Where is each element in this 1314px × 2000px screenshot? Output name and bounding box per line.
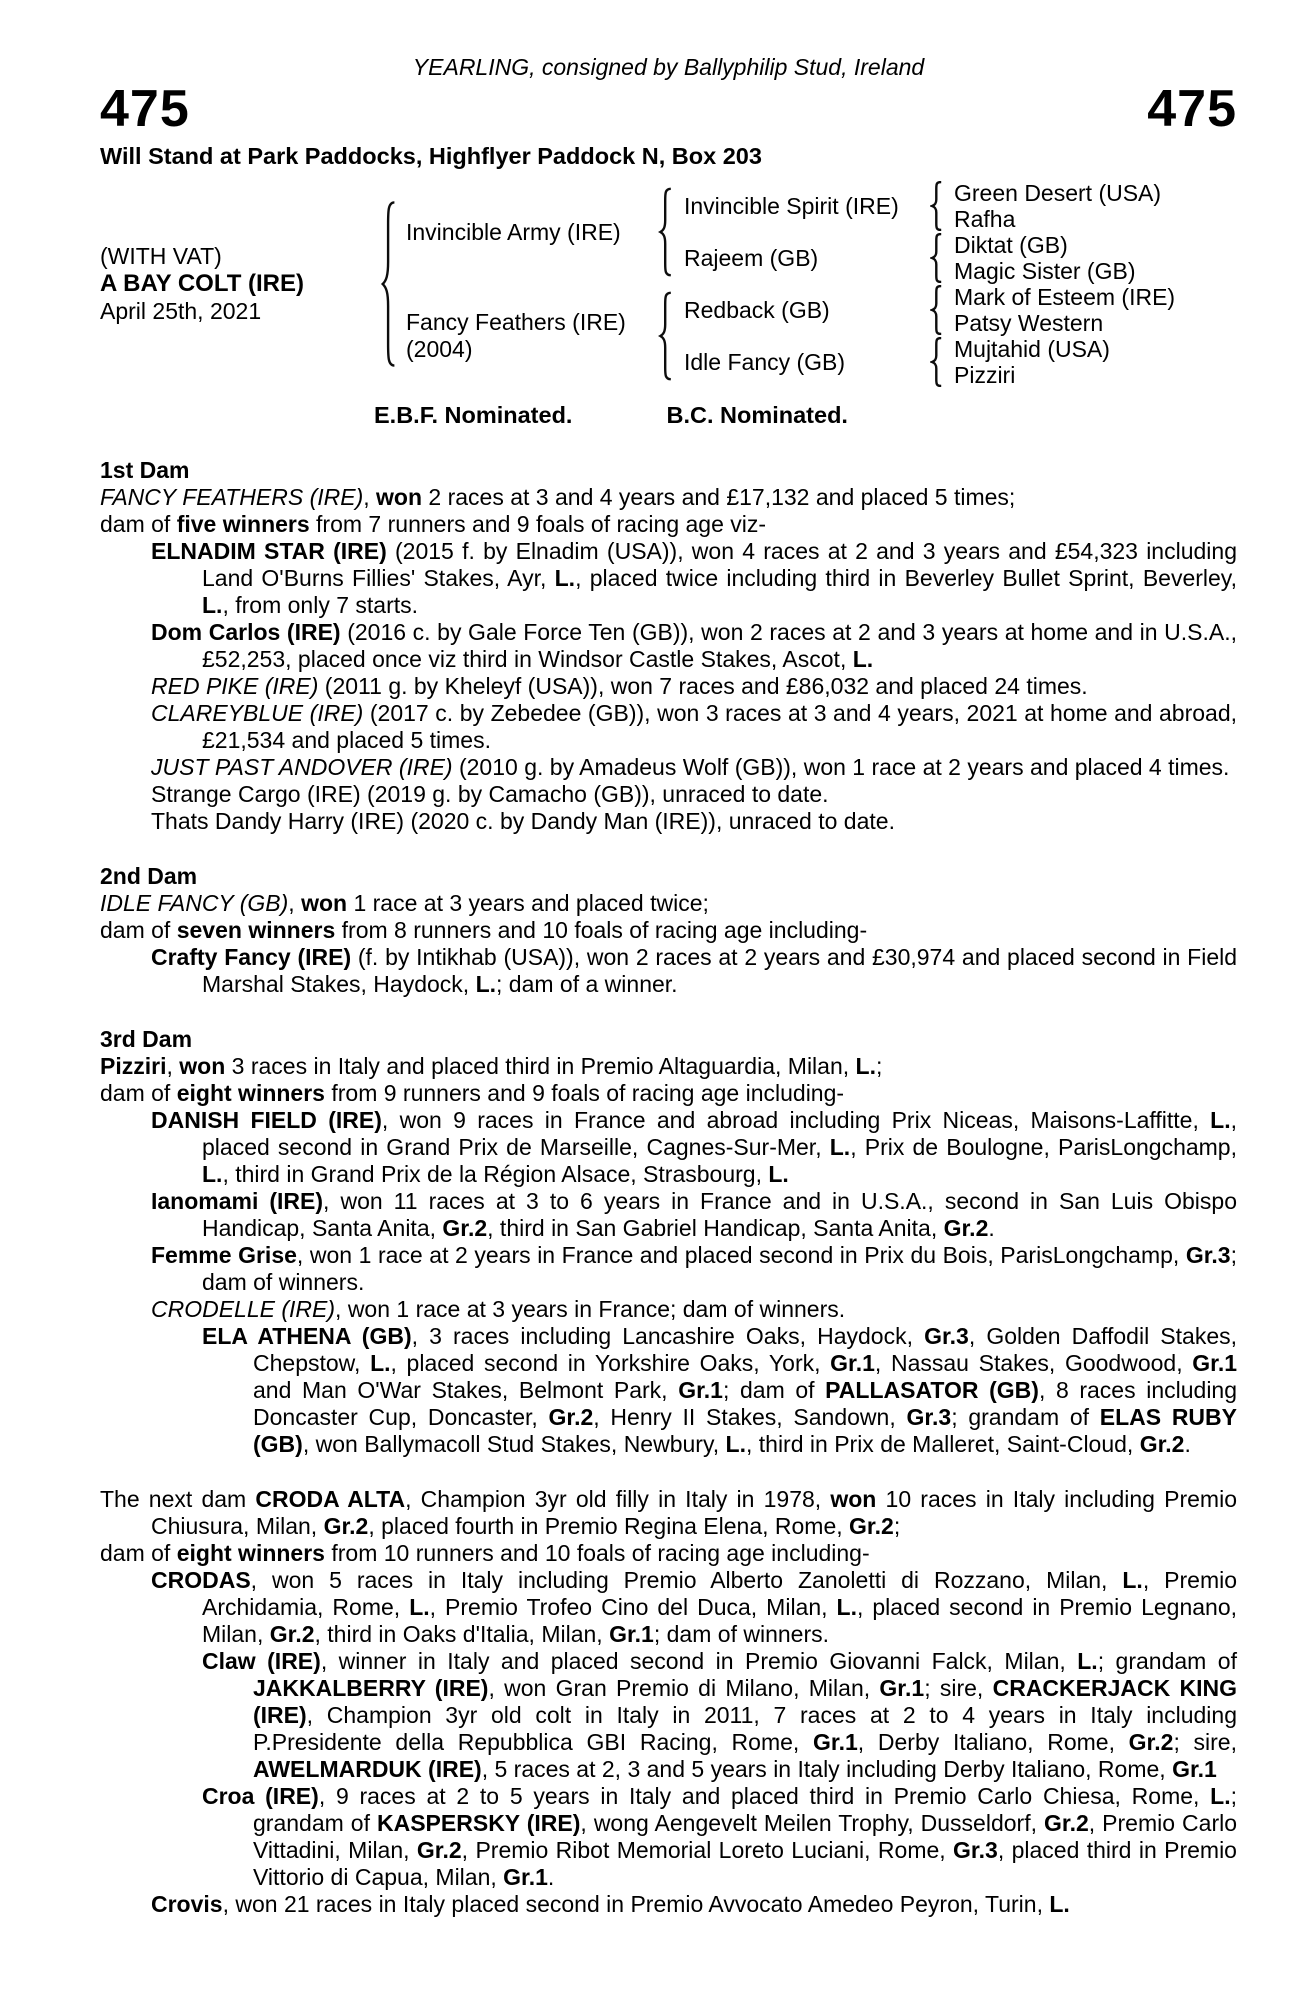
catalogue-paragraph: Ianomami (IRE), won 11 races at 3 to 6 years in France and in U.S.A., second in San Luis Obispo Handicap, Santa Anita, Gr.2, third in San Gabriel Handicap, Santa Anita, Gr.2. — [151, 1188, 1237, 1241]
generation-1-column — [398, 180, 1175, 388]
pedigree-text-sections — [100, 457, 1237, 1918]
grandsire-branch — [674, 180, 1161, 232]
sire-branch — [398, 180, 1175, 284]
catalogue-paragraph: dam of eight winners from 10 runners and 10 foals of racing age including- — [100, 1540, 870, 1566]
bc-nomination: B.C. Nominated. — [666, 402, 848, 428]
catalogue-paragraph: CRODELLE (IRE), won 1 race at 3 years in France; dam of winners. — [151, 1296, 846, 1322]
dam-heading: 2nd Dam — [100, 863, 198, 889]
dam-branch — [398, 284, 1175, 388]
granddam-name: Idle Fancy (GB) — [684, 348, 846, 375]
vat-note: (WITH VAT) — [100, 243, 222, 269]
lot-number-row — [100, 80, 1237, 138]
great-grandsire-name: Mark of Esteem (IRE) — [954, 284, 1176, 310]
great-grandsire-name: Green Desert (USA) — [954, 180, 1162, 206]
great-granddam-name: Rafha — [954, 206, 1016, 232]
stand-location-line: Will Stand at Park Paddocks, Highflyer Paddock N, Box 203 — [100, 143, 762, 169]
great-granddam-name: Patsy Western — [954, 310, 1104, 336]
pedigree-brace-icon — [930, 233, 944, 283]
catalogue-paragraph: Strange Cargo (IRE) (2019 g. by Camacho (GB)), unraced to date. — [151, 781, 829, 807]
catalogue-paragraph: Dom Carlos (IRE) (2016 c. by Gale Force Ten (GB)), won 2 races at 2 and 3 years at home and in U.S.A., £52,253, placed once viz third in Windsor Castle Stakes, Ascot, L. — [151, 619, 1237, 672]
pedigree-table — [100, 180, 1237, 388]
catalogue-paragraph: CLAREYBLUE (IRE) (2017 c. by Zebedee (GB)), won 3 races at 3 and 4 years, 2021 at home and abroad, £21,534 and placed 5 times. — [151, 700, 1238, 753]
catalogue-paragraph: FANCY FEATHERS (IRE), won 2 races at 3 and 4 years and £17,132 and placed 5 times; — [100, 484, 1016, 510]
catalogue-paragraph: RED PIKE (IRE) (2011 g. by Kheleyf (USA)), won 7 races and £86,032 and placed 24 times. — [151, 673, 1088, 699]
dam-heading: 3rd Dam — [100, 1026, 193, 1052]
grandsire-name: Redback (GB) — [684, 296, 830, 323]
catalogue-paragraph: Crafty Fancy (IRE) (f. by Intikhab (USA)), won 2 races at 2 years and £30,974 and placed second in Field Marshal Stakes, Haydock, L.; dam of a winner. — [151, 944, 1238, 997]
grandsire-name: Invincible Spirit (IRE) — [684, 192, 899, 219]
granddam-branch — [674, 232, 1161, 284]
great-grandsire-name: Diktat (GB) — [954, 232, 1068, 258]
granddam-branch — [674, 336, 1175, 388]
grandsire-branch — [674, 284, 1175, 336]
catalogue-paragraph: Thats Dandy Harry (IRE) (2020 c. by Dandy Man (IRE)), unraced to date. — [151, 808, 895, 834]
pedigree-brace-icon — [930, 337, 944, 387]
consignor-line: YEARLING, consigned by Ballyphilip Stud, Ireland — [412, 54, 925, 80]
lot-number-right: 475 — [1147, 80, 1237, 138]
catalogue-paragraph: DANISH FIELD (IRE), won 9 races in France and abroad including Prix Niceas, Maisons-Laffitte, L., placed second in Grand Prix de Marseille, Cagnes-Sur-Mer, L., Prix de Boulogne, ParisLongchamp, L., third in Grand Prix de la Région Alsace, Strasbourg, L. — [151, 1107, 1237, 1187]
catalogue-paragraph: Femme Grise, won 1 race at 2 years in France and placed second in Prix du Bois, ParisLongchamp, Gr.3; dam of winners. — [151, 1242, 1237, 1295]
great-granddam-name: Magic Sister (GB) — [954, 258, 1136, 284]
nomination-row — [100, 402, 1237, 429]
pedigree-brace-icon — [930, 285, 944, 335]
sire-name: Invincible Army (IRE) — [406, 218, 621, 245]
catalogue-paragraph: ELA ATHENA (GB), 3 races including Lancashire Oaks, Haydock, Gr.3, Golden Daffodil Stakes, Chepstow, L., placed second in Yorkshire Oaks, York, Gr.1, Nassau Stakes, Goodwood, Gr.1 and Man O'War Stakes, Belmont Park, Gr.1; dam of PALLASATOR (GB), 8 races including Doncaster Cup, Doncaster, Gr.2, Henry II Stakes, Sandown, Gr.3; grandam of ELAS RUBY (GB), won Ballymacoll Stud Stakes, Newbury, L., third in Prix de Malleret, Saint-Cloud, Gr.2. — [202, 1323, 1238, 1457]
catalogue-paragraph: Pizziri, won 3 races in Italy and placed third in Premio Altaguardia, Milan, L.; — [100, 1053, 883, 1079]
granddam-name: Rajeem (GB) — [684, 244, 819, 271]
dam-section — [100, 1486, 1237, 1918]
catalogue-paragraph: Crovis, won 21 races in Italy placed second in Premio Avvocato Amedeo Peyron, Turin, L. — [151, 1891, 1070, 1917]
pedigree-brace-icon — [658, 187, 674, 277]
catalogue-paragraph: dam of eight winners from 9 runners and 9 foals of racing age including- — [100, 1080, 845, 1106]
catalogue-paragraph: IDLE FANCY (GB), won 1 race at 3 years and placed twice; — [100, 890, 709, 916]
catalogue-paragraph: Claw (IRE), winner in Italy and placed second in Premio Giovanni Falck, Milan, L.; grandam of JAKKALBERRY (IRE), won Gran Premio di Milano, Milan, Gr.1; sire, CRACKERJACK KING (IRE), Champion 3yr old colt in Italy in 2011, 7 races at 2 to 4 years in Italy including P.Presidente della Repubblica GBI Racing, Rome, Gr.1, Derby Italiano, Rome, Gr.2; sire, AWELMARDUK (IRE), 5 races at 2, 3 and 5 years in Italy including Derby Italiano, Rome, Gr.1 — [202, 1648, 1237, 1782]
dam-name: Fancy Feathers (IRE) (2004) — [406, 309, 626, 362]
catalogue-paragraph: ELNADIM STAR (IRE) (2015 f. by Elnadim (USA)), won 4 races at 2 and 3 years and £54,323 including Land O'Burns Fillies' Stakes, Ayr, L., placed twice including third in Beverley Bullet Sprint, Beverley, L., from only 7 starts. — [151, 538, 1237, 618]
catalogue-paragraph: dam of seven winners from 8 runners and 10 foals of racing age including- — [100, 917, 868, 943]
lot-number-left: 475 — [100, 80, 190, 138]
dam-section — [100, 863, 1237, 998]
catalogue-paragraph: Croa (IRE), 9 races at 2 to 5 years in Italy and placed third in Premio Carlo Chiesa, Rome, L.; grandam of KASPERSKY (IRE), wong Aengevelt Meilen Trophy, Dusseldorf, Gr.2, Premio Carlo Vittadini, Milan, Gr.2, Premio Ribot Memorial Loreto Luciani, Rome, Gr.3, placed third in Premio Vittorio di Capua, Milan, Gr.1. — [202, 1783, 1238, 1890]
catalogue-paragraph: CRODAS, won 5 races in Italy including Premio Alberto Zanoletti di Rozzano, Milan, L., Premio Archidamia, Rome, L., Premio Trofeo Cino del Duca, Milan, L., placed second in Premio Legnano, Milan, Gr.2, third in Oaks d'Italia, Milan, Gr.1; dam of winners. — [151, 1567, 1238, 1647]
pedigree-brace-icon — [658, 291, 674, 381]
dam-section — [100, 1026, 1237, 1458]
dam-section — [100, 457, 1237, 835]
great-granddam-name: Pizziri — [954, 362, 1016, 388]
catalogue-paragraph: The next dam CRODA ALTA, Champion 3yr old filly in Italy in 1978, won 10 races in Italy including Premio Chiusura, Milan, Gr.2, placed fourth in Premio Regina Elena, Rome, Gr.2; — [100, 1486, 1237, 1539]
pedigree-outer-brace-icon — [380, 199, 398, 369]
catalogue-paragraph: dam of five winners from 7 runners and 9 foals of racing age viz- — [100, 511, 767, 537]
horse-name: A BAY COLT (IRE) — [100, 270, 305, 297]
pedigree-brace-icon — [930, 181, 944, 231]
horse-info — [100, 243, 380, 325]
foal-date: April 25th, 2021 — [100, 298, 262, 324]
dam-heading: 1st Dam — [100, 457, 190, 483]
catalogue-paragraph: JUST PAST ANDOVER (IRE) (2010 g. by Amadeus Wolf (GB)), won 1 race at 2 years and placed 4 times. — [151, 754, 1230, 780]
great-grandsire-name: Mujtahid (USA) — [954, 336, 1110, 362]
ebf-nomination: E.B.F. Nominated. — [374, 402, 573, 428]
